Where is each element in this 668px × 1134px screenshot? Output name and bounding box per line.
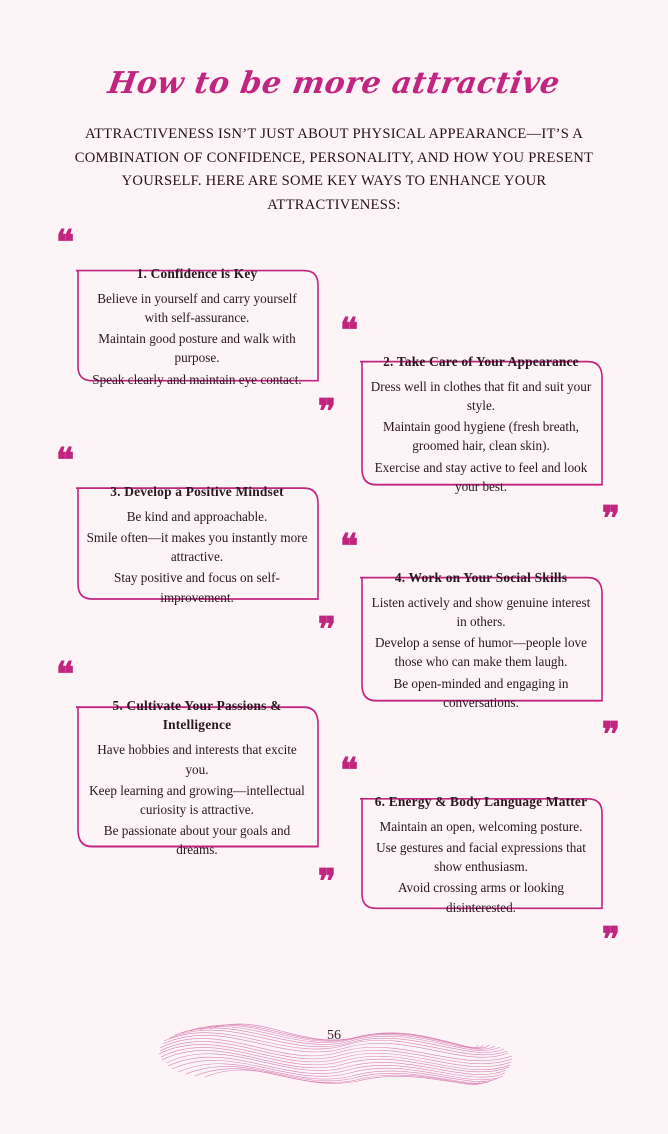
- quote-close-icon: ❞: [317, 391, 336, 432]
- tip-card-1: [56, 222, 336, 432]
- page-title: How to be more attractive: [105, 66, 563, 101]
- tip-card-1-line-2: Maintain good posture and walk with purpose.: [98, 331, 296, 366]
- tip-card-6-line-2: Use gestures and facial expressions that show enthusiasm.: [376, 840, 586, 875]
- tip-card-2-line-1: Dress well in clothes that fit and suit your style.: [370, 379, 592, 414]
- tip-card-3-heading: 3. Develop a Positive Mindset: [110, 483, 284, 499]
- tip-card-2-line-2: Maintain good hygiene (fresh breath, groomed hair, clean skin).: [383, 419, 579, 454]
- tip-card-3: [56, 440, 336, 650]
- quote-open-icon: ❝: [340, 526, 359, 567]
- tip-card-1-line-3: Speak clearly and maintain eye contact.: [92, 371, 302, 387]
- tip-card-2: [340, 310, 620, 539]
- tip-card-1-line-1: Believe in yourself and carry yourself with self-assurance.: [97, 291, 297, 326]
- tip-card-4-line-3: Be open-minded and engaging in conversations.: [393, 675, 569, 710]
- quote-close-icon: ❞: [601, 498, 620, 539]
- tip-card-1-heading: 1. Confidence is Key: [136, 265, 258, 281]
- tip-card-2-line-3: Exercise and stay active to feel and look your best.: [374, 459, 588, 494]
- quote-open-icon: ❝: [56, 222, 75, 263]
- tip-card-3-line-1: Be kind and approachable.: [126, 509, 268, 524]
- quote-open-icon: ❝: [56, 654, 75, 695]
- page-footer: [0, 1004, 668, 1094]
- tip-card-4-line-2: Develop a sense of humor—people love those who can make them laugh.: [374, 635, 588, 670]
- tip-card-5-line-1: Have hobbies and interests that excite you.: [97, 742, 297, 777]
- tip-card-3-line-2: Smile often—it makes you instantly more attractive.: [86, 530, 308, 565]
- tip-card-6-line-1: Maintain an open, welcoming posture.: [379, 819, 583, 834]
- wave-decoration: [0, 1004, 668, 1094]
- quote-close-icon: ❞: [601, 919, 620, 960]
- tip-card-5-line-2: Keep learning and growing—intellectual curiosity is attractive.: [89, 782, 305, 817]
- tip-card-6: [340, 750, 620, 960]
- tip-card-6-line-3: Avoid crossing arms or looking disinterested.: [397, 880, 565, 915]
- cards-container: [0, 222, 668, 960]
- tip-card-6-heading: 6. Energy & Body Language Matter: [374, 793, 588, 809]
- quote-close-icon: ❞: [317, 862, 336, 903]
- tip-card-5-line-3: Be passionate about your goals and dreams.: [103, 823, 291, 858]
- quote-close-icon: ❞: [317, 609, 336, 650]
- tip-card-2-heading: 2. Take Care of Your Appearance: [383, 353, 579, 369]
- quote-open-icon: ❝: [340, 750, 359, 791]
- tip-card-5: [56, 654, 336, 903]
- page: [0, 66, 668, 1134]
- tip-card-4-line-1: Listen actively and show genuine interest in others.: [371, 595, 591, 630]
- tip-card-3-line-3: Stay positive and focus on self-improvement.: [114, 570, 280, 605]
- intro-paragraph: ATTRACTIVENESS ISN’T JUST ABOUT PHYSICAL APPEARANCE—IT’S A COMBINATION OF CONFIDENCE, PERSONALITY, AND HOW YOU PRESENT YOURSELF. HERE ARE SOME KEY WAYS TO ENHANCE YOUR ATTRACTIVENESS:: [74, 126, 594, 213]
- tip-card-4-heading: 4. Work on Your Social Skills: [394, 569, 568, 585]
- quote-open-icon: ❝: [340, 310, 359, 351]
- page-number: 56: [327, 1028, 341, 1043]
- quote-close-icon: ❞: [601, 714, 620, 755]
- tip-card-5-heading: 5. Cultivate Your Passions & Intelligence: [112, 697, 282, 732]
- tip-card-4: [340, 526, 620, 755]
- quote-open-icon: ❝: [56, 440, 75, 481]
